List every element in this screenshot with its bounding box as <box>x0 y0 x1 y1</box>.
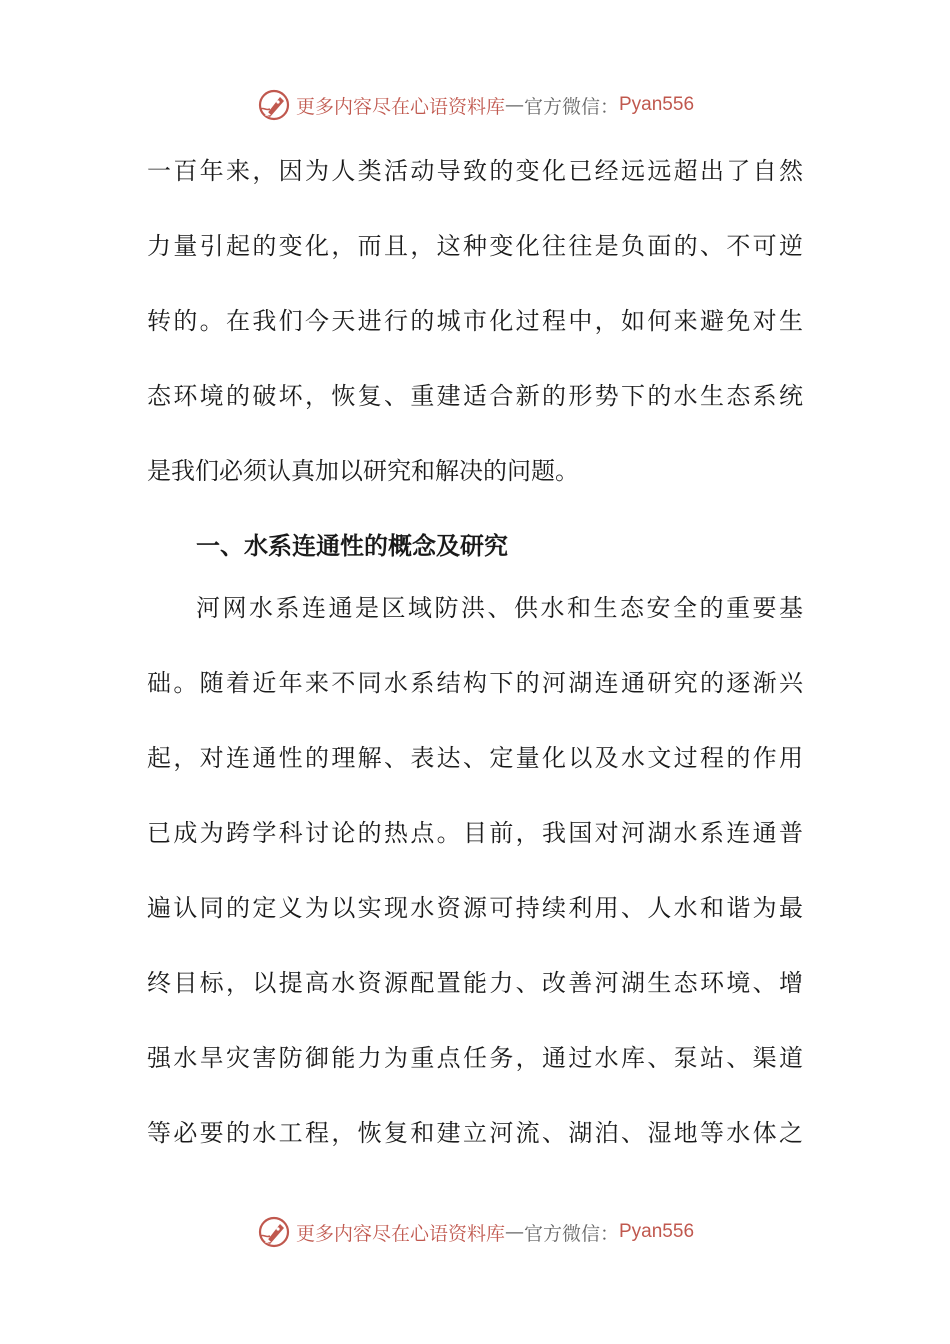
text-line: 遍认同的定义为以实现水资源可持续利用、人水和谐为最 <box>147 894 803 922</box>
document-body <box>147 150 803 1187</box>
paragraph-1 <box>147 150 803 525</box>
text-line: 态环境的破坏，恢复、重建适合新的形势下的水生态系统 <box>147 382 803 410</box>
section-heading: 一、水系连通性的概念及研究 <box>196 532 508 560</box>
footer-banner <box>0 1212 950 1252</box>
wechat-id: Pyan556 <box>619 1221 695 1242</box>
text-line: 是我们必须认真加以研究和解决的问题。 <box>147 457 579 485</box>
text-line: 河网水系连通是区域防洪、供水和生态安全的重要基 <box>196 594 803 622</box>
paragraph-2 <box>147 587 803 1187</box>
pen-nib-circle-icon <box>256 87 292 123</box>
text-line: 终目标，以提高水资源配置能力、改善河湖生态环境、增 <box>147 969 803 997</box>
text-line: 础。随着近年来不同水系结构下的河湖连通研究的逐渐兴 <box>147 669 803 697</box>
text-line: 等必要的水工程，恢复和建立河流、湖泊、湿地等水体之 <box>147 1119 803 1147</box>
pen-nib-circle-icon <box>256 1214 292 1250</box>
text-line: 强水旱灾害防御能力为重点任务，通过水库、泵站、渠道 <box>147 1044 803 1072</box>
banner-separator: — <box>504 1221 524 1243</box>
text-line: 力量引起的变化，而且，这种变化往往是负面的、不可逆 <box>147 232 803 260</box>
text-line: 转的。在我们今天进行的城市化过程中，如何来避免对生 <box>147 307 803 335</box>
wechat-label: 官方微信： <box>523 95 619 118</box>
site-name: 更多内容尽在心语资料库 <box>295 1222 505 1245</box>
text-line: 起，对连通性的理解、表达、定量化以及水文过程的作用 <box>147 744 803 772</box>
wechat-label: 官方微信： <box>523 1222 619 1245</box>
text-line: 一百年来，因为人类活动导致的变化已经远远超出了自然 <box>147 157 803 185</box>
header-banner <box>0 85 950 125</box>
wechat-id: Pyan556 <box>619 94 695 115</box>
site-name: 更多内容尽在心语资料库 <box>295 95 505 118</box>
banner-separator: — <box>504 94 524 116</box>
text-line: 已成为跨学科讨论的热点。目前，我国对河湖水系连通普 <box>147 819 803 847</box>
